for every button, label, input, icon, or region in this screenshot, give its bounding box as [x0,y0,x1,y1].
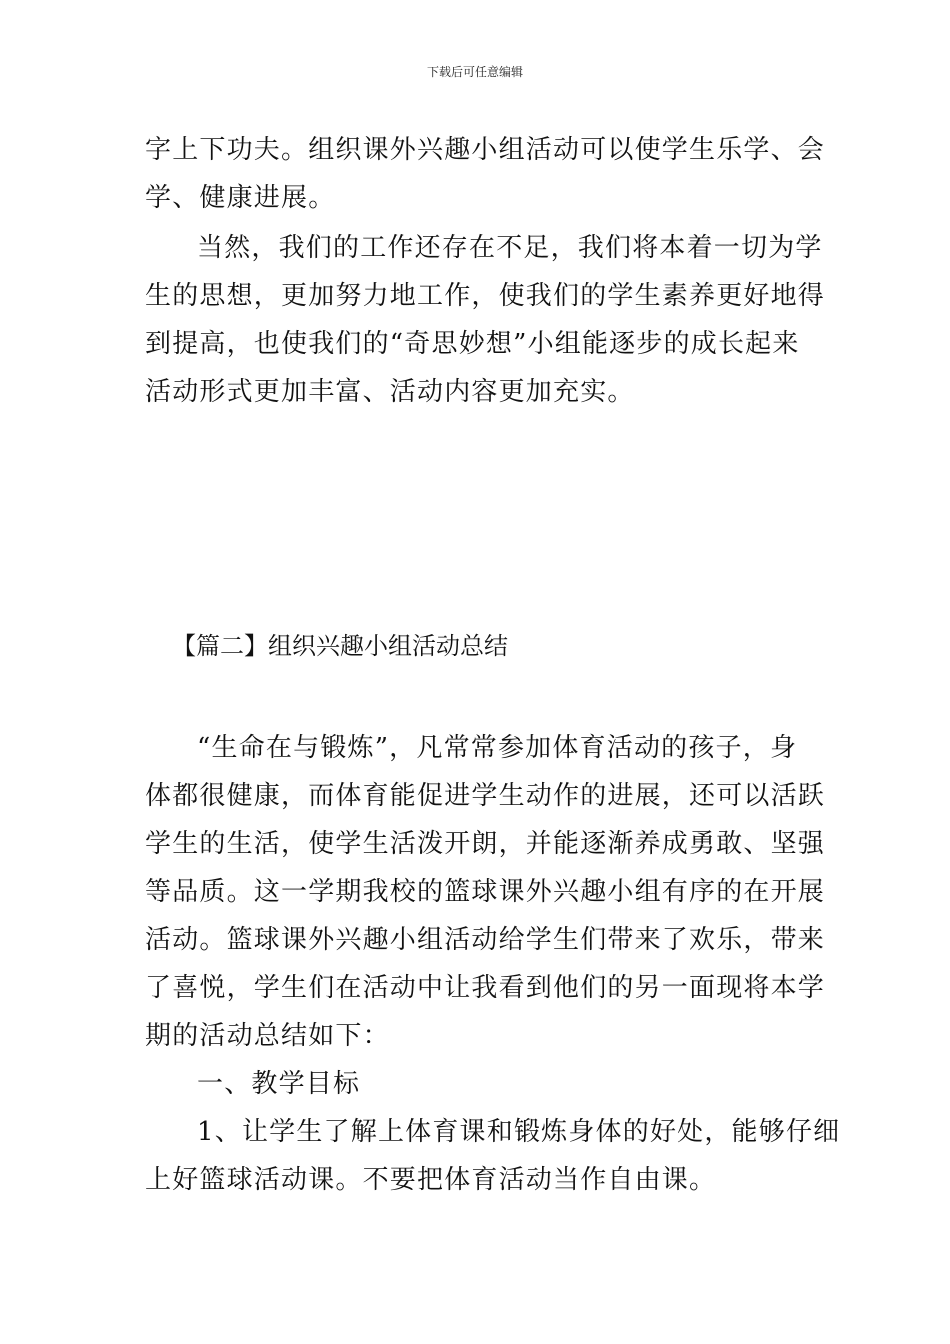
section-title: 【篇二】组织兴趣小组活动总结 [172,632,508,660]
text-line: 活动形式更加丰富、活动内容更加充实。 [145,377,635,407]
page-header-note: 下载后可任意编辑 [426,65,523,79]
text-line: 体都很健康，而体育能促进学生动作的进展，还可以活跃 [145,781,826,811]
text-line: 上好篮球活动课。不要把体育活动当作自由课。 [145,1165,717,1195]
text-line: 学生的生活，使学生活泼开朗，并能逐渐养成勇敢、坚强 [145,829,826,859]
paragraph-conclusion [145,224,825,416]
text-line: “生命在与锻炼”，凡常常参加体育活动的孩子，身 [197,733,798,763]
text-line: 1、让学生了解上体育课和锻炼身体的好处，能够仔细 [197,1117,841,1147]
text-line: 学、健康进展。 [145,183,336,213]
paragraph-intro [145,724,841,1204]
text-line: 字上下功夫。组织课外兴趣小组活动可以使学生乐学、会 [145,135,826,165]
subheading-teaching-goals: 一、教学目标 [197,1069,361,1099]
text-line: 到提高，也使我们的“奇思妙想”小组能逐步的成长起来 [145,329,800,359]
text-line: 活动。篮球课外兴趣小组活动给学生们带来了欢乐，带来 [145,925,826,955]
text-line: 生的思想，更加努力地工作，使我们的学生素养更好地得 [145,281,826,311]
text-line: 了喜悦，学生们在活动中让我看到他们的另一面现将本学 [145,973,826,1003]
text-line: 期的活动总结如下： [145,1021,390,1051]
text-line: 等品质。这一学期我校的篮球课外兴趣小组有序的在开展 [145,877,826,907]
paragraph-continuation [145,126,825,222]
text-line: 当然，我们的工作还存在不足，我们将本着一切为学 [197,233,823,263]
